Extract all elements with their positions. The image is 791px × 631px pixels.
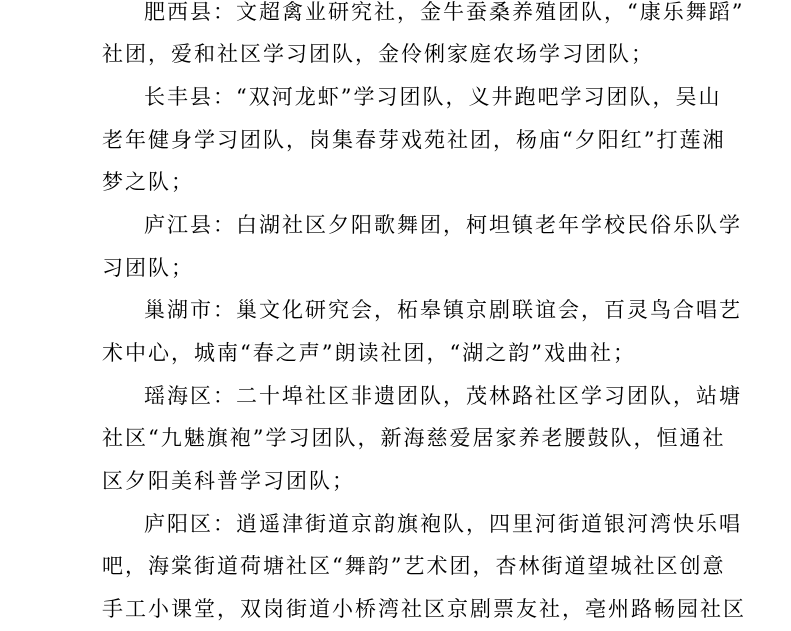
paragraph-changfeng-line-1: 长丰县：“双河龙虾”学习团队，义井跑吧学习团队，吴山: [144, 85, 722, 109]
paragraph-chaohu-line-1: 巢湖市：巢文化研究会，柘皋镇京剧联谊会，百灵鸟合唱艺: [144, 298, 742, 322]
paragraph-yaohai-line-3: 区夕阳美科普学习团队；: [102, 469, 355, 493]
paragraph-changfeng-line-3: 梦之队；: [102, 170, 194, 194]
paragraph-luyang-line-1: 庐阳区：逍遥津街道京韵旗袍队，四里河街道银河湾快乐唱: [144, 512, 742, 536]
paragraph-lujiang-line-1: 庐江县：白湖社区夕阳歌舞团，柯坦镇老年学校民俗乐队学: [144, 213, 742, 237]
paragraph-chaohu-line-2: 术中心，城南“春之声”朗读社团，“湖之韵”戏曲社；: [102, 341, 636, 365]
paragraph-feixi-line-2: 社团，爱和社区学习团队，金伶俐家庭农场学习团队；: [102, 42, 654, 66]
paragraph-luyang-line-2: 吧，海棠街道荷塘社区“舞韵”艺术团，杏林街道望城社区创意: [102, 554, 726, 578]
paragraph-yaohai-line-1: 瑶海区：二十埠社区非遗团队，茂林路社区学习团队，站塘: [144, 384, 742, 408]
paragraph-changfeng-line-2: 老年健身学习团队，岗集春芽戏苑社团，杨庙“夕阳红”打莲湘: [102, 128, 726, 152]
paragraph-yaohai-line-2: 社区“九魅旗袍”学习团队，新海慈爱居家养老腰鼓队，恒通社: [102, 426, 726, 450]
paragraph-luyang-line-3: 手工小课堂，双岗街道小桥湾社区京剧票友社，亳州路畅园社区: [102, 597, 746, 621]
paragraph-lujiang-line-2: 习团队；: [102, 256, 194, 280]
paragraph-feixi-line-1: 肥西县：文超禽业研究社，金牛蚕桑养殖团队，“康乐舞蹈”: [144, 0, 745, 24]
